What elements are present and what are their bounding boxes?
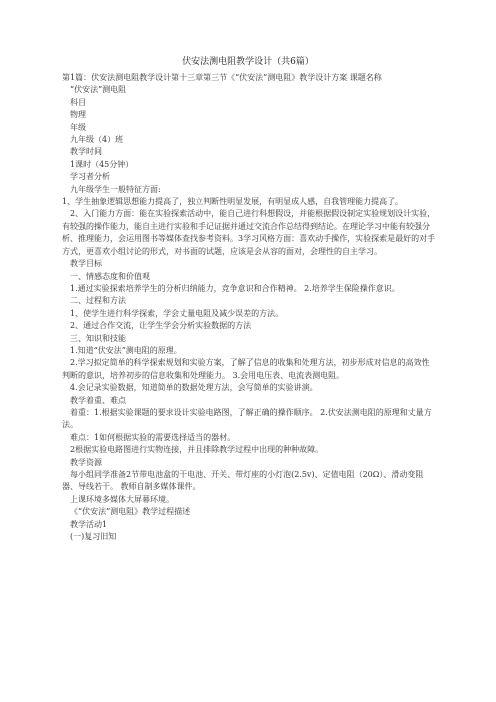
document-title: 伏安法测电阻教学设计（共6篇） — [182, 57, 314, 67]
document-body — [62, 72, 436, 543]
paragraph: 每小组同学准备2节带电池盒的干电池、开关、带灯座的小灯泡(2.5v)、定值电阻（20Ω）、滑动变阻器、导线若干。 教师自制多媒体课件。 — [62, 470, 424, 492]
paragraph: 科目 — [70, 97, 86, 107]
paragraph: 第1篇：伏安法测电阻教学设计第十三章第三节《“伏安法”测电阻》教学设计方案 课题名称 — [62, 73, 382, 82]
paragraph: 九年级学生一般特征方面: — [70, 184, 161, 194]
paragraph: 教学资源 — [70, 457, 102, 467]
paragraph: 教学时间 — [70, 147, 102, 157]
paragraph: 教学着重、难点 — [70, 395, 126, 405]
paragraph: 难点：1如何根据实验的需要选择适当的器材。 — [70, 432, 236, 442]
paragraph: 学习者分析 — [70, 172, 110, 182]
paragraph: (一)复习旧知 — [70, 532, 117, 542]
paragraph: 2、通过合作交流，让学生学会分析实验数据的方法 — [70, 321, 252, 331]
paragraph: 上课环境多媒体大屏幕环境。 — [70, 494, 174, 504]
paragraph: 4.会记录实验数据，知道简单的数据处理方法，会写简单的实验讲演。 — [70, 383, 318, 393]
paragraph: 1课时（45分钟） — [70, 159, 134, 169]
paragraph: 教学活动1 — [70, 519, 108, 529]
paragraph: 1、学生抽象逻辑思想能力提高了，独立判断性明显发展，有明显成人感，自我管理能力提高了。 — [62, 197, 404, 207]
paragraph: 二、过程和方法 — [70, 296, 126, 306]
paragraph: 2.学习拟定简单的科学探索规划和实验方案，了解了信息的收集和处理方法，初步形成对信息的高效性判断的意识，培养初步的信息收集和处理能力。 3.会用电压表、电流表测电阻。 — [62, 358, 430, 380]
paragraph: 1.知道“伏安法”测电阻的原理。 — [70, 345, 182, 355]
paragraph: 教学目标 — [70, 259, 102, 269]
paragraph: 2、入门能力方面：能在实验探索活动中，能自己进行科想假设，并能根据假设制定实验规划设计实验，有较强的操作能力，能自主进行实验和手记证据并通过交流合作总结得到结论。在理论学习中能有较强分析、推理能力，会运用图书等媒体查找参考资料。3学习风格方面：喜欢动手操作，实验探索是最好的对手方式，更喜欢小组讨论的形式，对书面的试题，应该是会从容的面对，会理性的自主学习。 — [62, 209, 436, 256]
paragraph: 1.通过实验探索培养学生的分析归纳能力，竞争意识和合作精神。 2.培养学生保险操作意识。 — [70, 283, 400, 293]
paragraph: 着重：1.根据实验课题的要求设计实验电路图，了解正确的操作顺序。 2.伏安法测电阻的原理和丈量方法。 — [62, 407, 432, 430]
paragraph: 1、使学生进行科学探索，学会丈量电阻及减少误差的方法。 — [70, 308, 284, 318]
paragraph: “伏安法”测电阻 — [70, 85, 127, 95]
paragraph: 《“伏安法”测电阻》教学过程描述 — [70, 507, 191, 517]
paragraph: 年级 — [70, 122, 86, 132]
paragraph: 三、知识和技能 — [70, 333, 126, 343]
paragraph: 一、情感态度和价值观 — [70, 271, 150, 281]
paragraph: 2根据实验电路图进行实物连接，并且排除教学过程中出现的种种故障。 — [70, 445, 324, 455]
paragraph: 物理 — [70, 110, 86, 120]
paragraph: 九年级（4）班 — [70, 135, 124, 145]
